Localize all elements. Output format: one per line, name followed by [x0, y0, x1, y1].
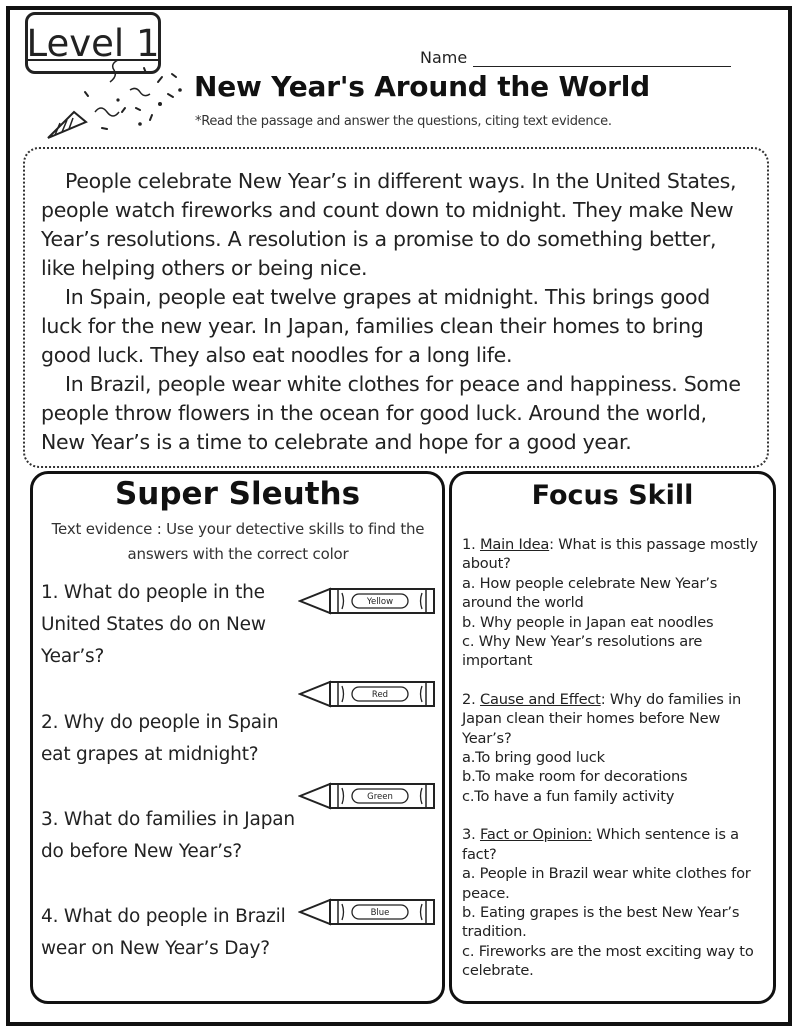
question-number: 3. — [462, 826, 476, 844]
name-field[interactable] — [420, 48, 731, 67]
focus-question-2 — [462, 690, 767, 806]
text-evidence-instructions: Text evidence : Use your detective skills to find the answers with the correct color — [51, 520, 425, 563]
question-text: Which sentence is a fact? — [462, 826, 739, 863]
crayon-icon — [298, 897, 438, 927]
focus-skill-questions — [462, 535, 767, 981]
party-popper-icon — [40, 60, 200, 150]
crayon-icon — [298, 586, 438, 616]
crayon-label-red: Red — [371, 690, 389, 700]
answer-option[interactable]: b. Eating grapes is the best New Year’s tradition. — [462, 903, 740, 941]
skill-name: Fact or Opinion: — [479, 826, 592, 844]
super-sleuths-panel — [30, 471, 445, 1004]
sleuth-question-2: 2. Why do people in Spain eat grapes at midnight? — [41, 712, 279, 765]
crayon-icon — [298, 781, 438, 811]
answer-option[interactable]: a.To bring good luck — [462, 749, 605, 767]
passage-paragraph: In Brazil, people wear white clothes for peace and happiness. Some people throw flowers in the ocean for good luck. Around the world, New Year’s is a time to celebrate and hope for a good year. — [41, 372, 741, 454]
question-text: : What is this passage mostly about? — [462, 536, 758, 573]
focus-skill-title: Focus Skill — [531, 480, 694, 511]
answer-option[interactable]: a. How people celebrate New Year’s around the world — [462, 574, 718, 612]
answer-option[interactable]: b. Why people in Japan eat noodles — [462, 613, 714, 631]
crayon-icon — [298, 679, 438, 709]
skill-name: Main Idea — [479, 536, 550, 553]
level-label: Level 1 — [26, 21, 160, 65]
answer-option[interactable]: a. People in Brazil wear white clothes for peace. — [462, 865, 751, 902]
question-number: 2. — [462, 690, 476, 708]
crayon-label-green: Green — [367, 792, 393, 802]
name-line[interactable] — [473, 52, 731, 67]
page-title: New Year's Around the World — [194, 70, 651, 103]
reading-passage — [23, 147, 769, 468]
answer-option[interactable]: b.To make room for decorations — [462, 768, 688, 786]
crayon-label-blue: Blue — [370, 908, 390, 918]
super-sleuths-title: Super Sleuths — [114, 476, 361, 512]
skill-name: Cause and Effect — [479, 690, 601, 708]
reading-instructions: *Read the passage and answer the questions, citing text evidence. — [195, 114, 612, 129]
name-label: Name — [420, 48, 468, 67]
question-text: : Why do families in Japan clean their homes before New Year’s? — [462, 690, 742, 747]
sleuth-question-1: 1. What do people in the United States do on New Year’s? — [41, 582, 266, 667]
answer-option[interactable]: c. Fireworks are the most exciting way to celebrate. — [462, 942, 754, 980]
question-number: 1. — [462, 536, 476, 553]
passage-paragraph: In Spain, people eat twelve grapes at midnight. This brings good luck for the new year. In Japan, families clean their homes to bring good luck. They also eat noodles for a long life. — [41, 285, 711, 367]
focus-skill-panel — [449, 471, 776, 1004]
focus-question-1 — [462, 535, 767, 671]
sleuth-question-4: 4. What do people in Brazil wear on New Year’s Day? — [41, 906, 286, 959]
answer-option[interactable]: c.To have a fun family activity — [462, 787, 675, 805]
crayon-label-yellow: Yellow — [366, 597, 394, 607]
sleuth-question-3: 3. What do families in Japan do before New Year’s? — [41, 809, 295, 862]
passage-paragraph: People celebrate New Year’s in different ways. In the United States, people watch fireworks and count down to midnight. They make New Year’s resolutions. A resolution is a promise to do something better, like helping others or being nice. — [41, 169, 737, 280]
focus-question-3 — [462, 825, 767, 980]
answer-option[interactable]: c. Why New Year’s resolutions are important — [462, 633, 703, 670]
